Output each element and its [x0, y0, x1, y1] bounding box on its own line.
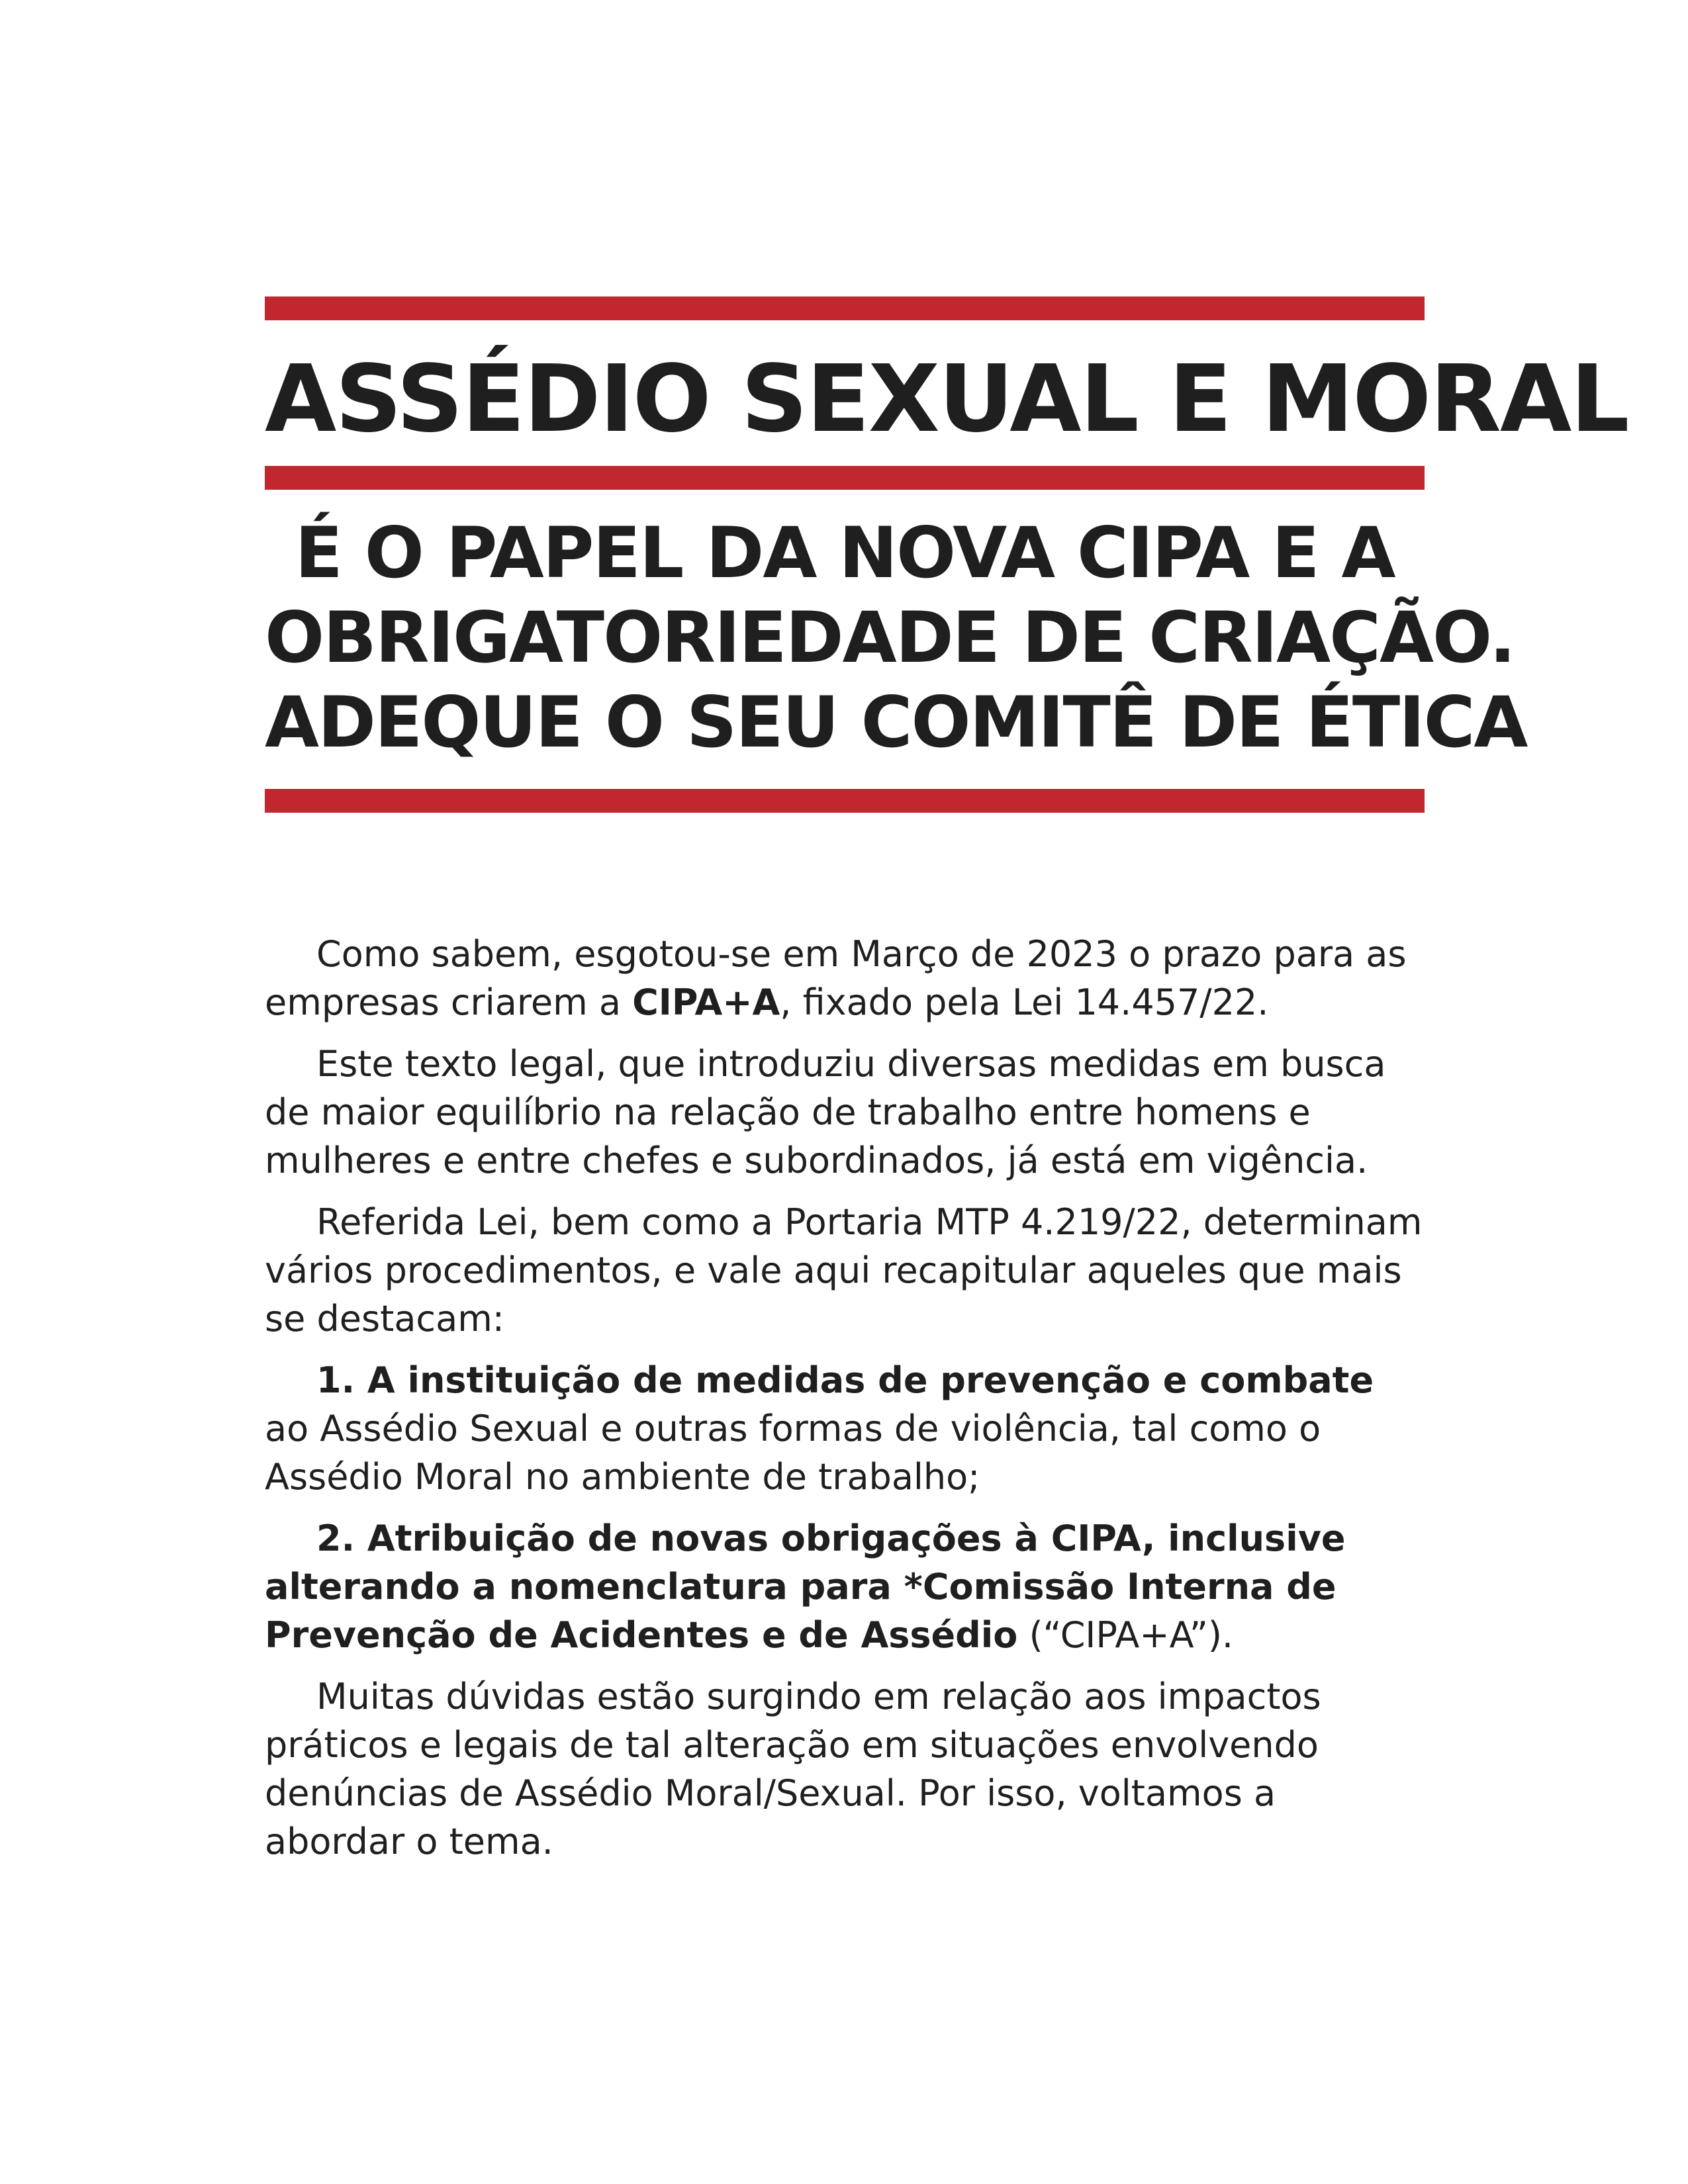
paragraph-legal-text: Este texto legal, que introduziu diversas medidas em busca de maior equilíbrio na relação de trabalho entre homens e mulheres e entre chefes e subordinados, já está em vigência.: [265, 1043, 1386, 1181]
subtitle-line-2: OBRIGATORIEDADE DE CRIAÇÃO.: [265, 597, 1515, 678]
list-item-1: [265, 1356, 1425, 1501]
list-item-1-bold: 1. A instituição de medidas de prevenção e combate: [316, 1359, 1374, 1401]
paragraph-intro-text: Como sabem, esgotou-se em Março de 2023 o prazo para as empresas criarem a: [265, 933, 1407, 1023]
list-item-1-text: ao Assédio Sexual e outras formas de violência, tal como o Assédio Moral no ambiente de trabalho;: [265, 1408, 1321, 1498]
page-title: ASSÉDIO SEXUAL E MORAL: [265, 345, 1628, 453]
subtitle-line-3: ADEQUE O SEU COMITÊ DE ÉTICA: [265, 682, 1527, 763]
middle-red-rule: [265, 466, 1425, 490]
list-item-2-bold: 2. Atribuição de novas obrigações à CIPA, inclusive alterando a nomenclatura para *Comissão Interna de Prevenção de Acidentes e de Assédio: [265, 1518, 1346, 1656]
article-body: [265, 930, 1425, 1879]
list-item-2-text: (“CIPA+A”).: [1017, 1614, 1234, 1656]
paragraph-procedures: Referida Lei, bem como a Portaria MTP 4.219/22, determinam vários procedimentos, e vale aqui recapitular aqueles que mais se destacam:: [265, 1201, 1423, 1340]
list-item-2: [265, 1514, 1425, 1659]
paragraph-intro-end: , fixado pela Lei 14.457/22.: [780, 981, 1269, 1023]
header-block: [265, 296, 1628, 813]
page-subtitle: [265, 511, 1527, 765]
paragraph-intro: [265, 930, 1425, 1026]
paragraph-conclusion: Muitas dúvidas estão surgindo em relação aos impactos práticos e legais de tal alteração em situações envolvendo denúncias de Assédio Moral/Sexual. Por isso, voltamos a abordar o tema.: [265, 1676, 1321, 1862]
subtitle-line-1: É O PAPEL DA NOVA CIPA E A: [295, 512, 1395, 594]
top-red-rule: [265, 296, 1425, 320]
cipa-a-term: CIPA+A: [632, 981, 780, 1023]
bottom-red-rule: [265, 789, 1425, 813]
